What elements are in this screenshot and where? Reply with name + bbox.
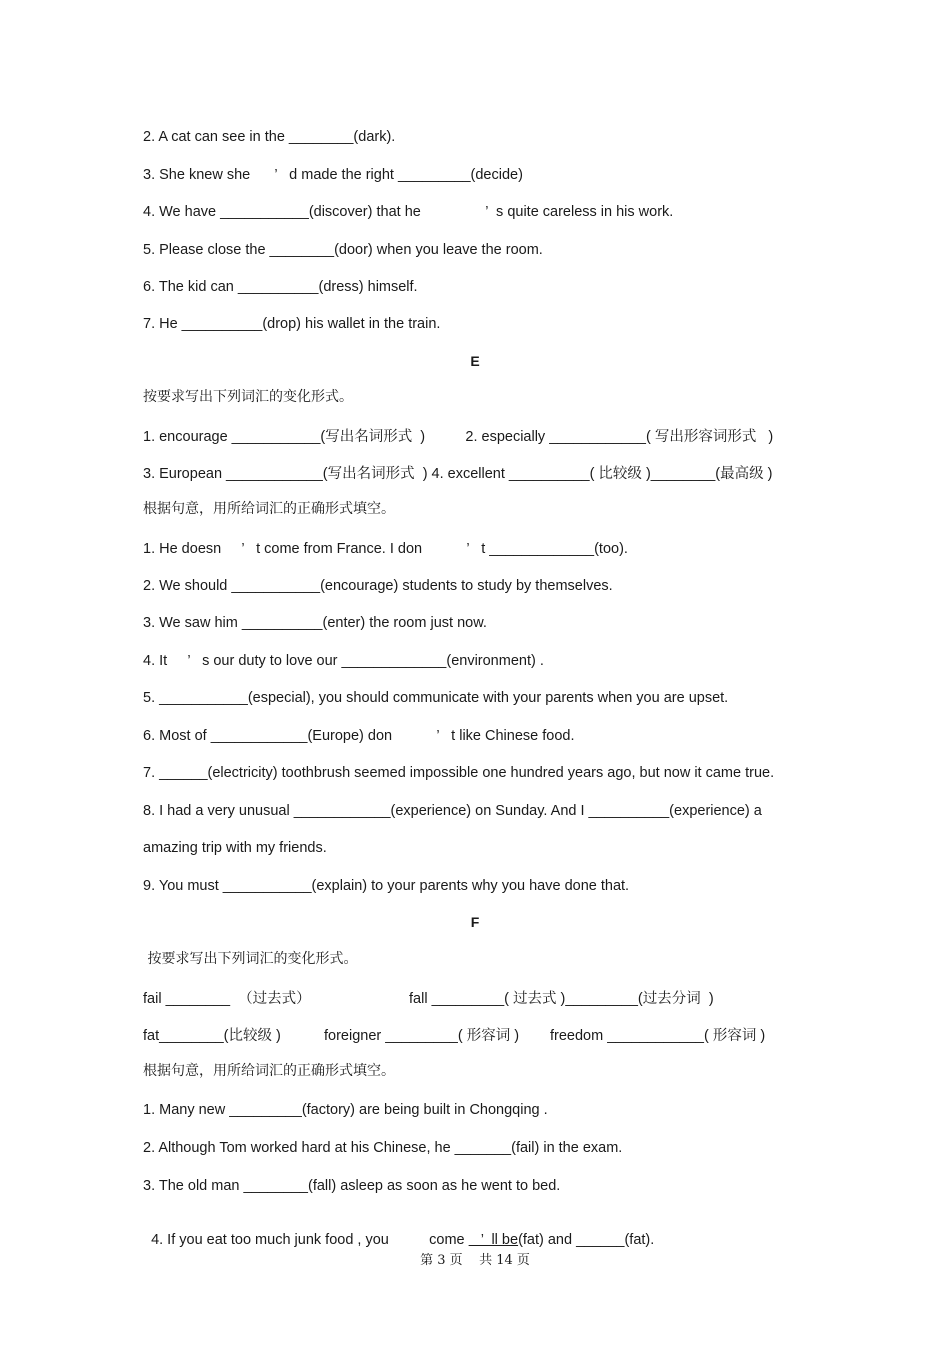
- section-e-heading: E: [470, 353, 480, 369]
- word-form-line: 3. European ____________(写出名词形式 ) 4. excellent __________( 比较级 )________(最高级 ): [143, 466, 773, 482]
- underlined-answer: ’ ll be: [468, 1232, 519, 1248]
- section-f-instruction: 按要求写出下列词汇的变化形式。: [143, 951, 358, 967]
- sentence-line: 5. ___________(especial), you should communicate with your parents when you are upset.: [143, 690, 729, 706]
- section-e-instruction: 按要求写出下列词汇的变化形式。: [143, 389, 353, 405]
- sentence-line: 8. I had a very unusual ____________(experience) on Sunday. And I __________(experience) a: [143, 803, 762, 819]
- word-form-item: foreigner _________( 形容词 ): [324, 1028, 520, 1044]
- sentence-line: 2. Although Tom worked hard at his Chinese, he _______(fail) in the exam.: [143, 1140, 623, 1156]
- sentence-line: 3. The old man ________(fall) asleep as soon as he went to bed.: [143, 1178, 561, 1194]
- sentence-line: 1. He doesn ’ t come from France. I don ’ t _____________(too).: [143, 541, 628, 557]
- sentence-line: 2. A cat can see in the ________(dark).: [143, 129, 396, 145]
- word-form-item: fat________(比较级 ): [143, 1028, 281, 1044]
- sentence-line: amazing trip with my friends.: [143, 840, 327, 856]
- sentence-line: 3. She knew she ’ d made the right _________(decide): [143, 167, 523, 183]
- sentence-line: 5. Please close the ________(door) when you leave the room.: [143, 242, 543, 258]
- sentence-line: 9. You must ___________(explain) to your parents why you have done that.: [143, 878, 630, 894]
- sentence-line: [143, 1213, 654, 1249]
- section-f-instruction-2: 根据句意，用所给词汇的正确形式填空。: [143, 1063, 395, 1079]
- sentence-end: (fat) and ______(fat).: [518, 1232, 655, 1248]
- section-f-heading: F: [470, 914, 480, 930]
- sentence-line: 4. It ’ s our duty to love our _____________(environment) .: [143, 653, 544, 669]
- sentence-line: 6. The kid can __________(dress) himself.: [143, 279, 418, 295]
- section-e-instruction-2: 根据句意，用所给词汇的正确形式填空。: [143, 501, 395, 517]
- page-footer: 第 3 页 共 14 页: [420, 1253, 530, 1268]
- word-form-item: freedom ____________( 形容词 ): [550, 1028, 766, 1044]
- sentence-line: 4. We have ___________(discover) that he ’ s quite careless in his work.: [143, 204, 674, 220]
- sentence-line: 7. ______(electricity) toothbrush seemed impossible one hundred years ago, but now it came true.: [143, 765, 775, 781]
- sentence-line: 3. We saw him __________(enter) the room just now.: [143, 615, 487, 631]
- sentence-line: 1. Many new _________(factory) are being built in Chongqing .: [143, 1102, 548, 1118]
- sentence-line: 6. Most of ____________(Europe) don ’ t like Chinese food.: [143, 728, 575, 744]
- sentence-line: 7. He __________(drop) his wallet in the train.: [143, 316, 441, 332]
- sentence-line: 2. We should ___________(encourage) students to study by themselves.: [143, 578, 613, 594]
- sentence-start: 4. If you eat too much junk food , you come: [151, 1232, 469, 1248]
- word-form-item: fail ________ （过去式）: [143, 991, 311, 1007]
- word-form-line: 1. encourage ___________(写出名词形式 ) 2. especially ____________( 写出形容词形式 ): [143, 429, 774, 445]
- word-form-item: fall _________( 过去式 )_________(过去分词 ): [409, 991, 714, 1007]
